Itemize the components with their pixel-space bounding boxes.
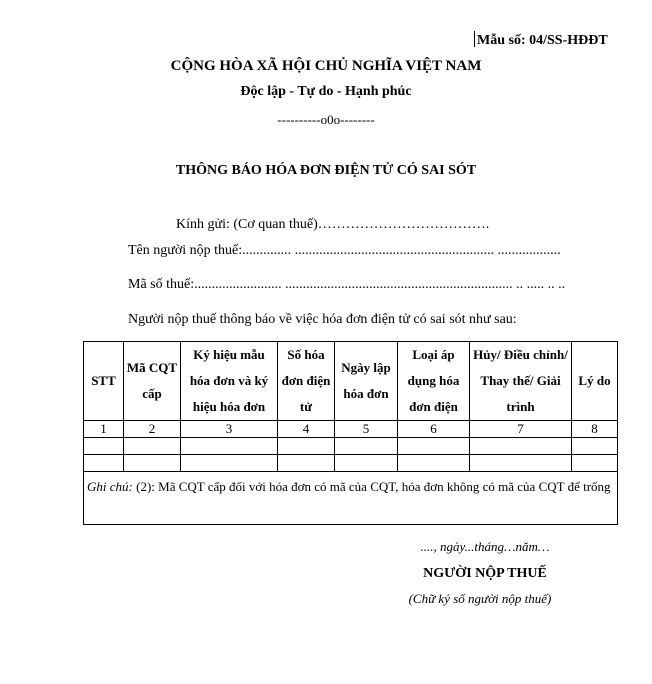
- signature-note: (Chữ ký số người nộp thuế): [408, 591, 552, 606]
- document-title: THÔNG BÁO HÓA ĐƠN ĐIỆN TỬ CÓ SAI SÓT: [175, 163, 477, 178]
- col-number: 7: [470, 421, 572, 438]
- date-line: ...., ngày...tháng…năm…: [420, 539, 550, 554]
- table-cell[interactable]: [572, 438, 618, 455]
- table-cell[interactable]: [470, 455, 572, 472]
- recipient-line: Kính gửi: (Cơ quan thuế)……………………………….: [176, 217, 490, 232]
- note-text: (2): Mã CQT cấp đối với hóa đơn có mã của CQT, hóa đơn không có mã của CQT để trống: [132, 479, 611, 494]
- header-cqt-code: Mã CQT cấp: [124, 342, 181, 421]
- table-cell[interactable]: [398, 455, 470, 472]
- tax-code-line: Mã số thuế:......................... ................................................................. .. ..... .. ..: [128, 277, 566, 292]
- table-row: [84, 438, 618, 455]
- header-action: Hủy/ Điều chỉnh/ Thay thế/ Giải trình: [470, 342, 572, 421]
- table-row: [84, 455, 618, 472]
- note-label: Ghi chú:: [87, 479, 133, 494]
- col-number: 8: [572, 421, 618, 438]
- table-row: [84, 421, 618, 438]
- col-number: 6: [398, 421, 470, 438]
- table-cell[interactable]: [335, 438, 398, 455]
- header-invoice-number: Số hóa đơn điện tử: [278, 342, 335, 421]
- table-header-row: [84, 342, 618, 421]
- table-cell[interactable]: [181, 438, 278, 455]
- header-stt: STT: [84, 342, 124, 421]
- form-number: [474, 31, 608, 49]
- col-number: 5: [335, 421, 398, 438]
- table-cell[interactable]: [278, 438, 335, 455]
- table-cell[interactable]: [124, 438, 181, 455]
- col-number: 4: [278, 421, 335, 438]
- taxpayer-name-line: Tên người nộp thuế:.............. ......................................................... ..................: [128, 243, 561, 258]
- text-cursor: [474, 31, 475, 47]
- motto: Độc lập - Tự do - Hạnh phúc: [240, 84, 412, 99]
- header-invoice-symbol: Ký hiệu mẫu hóa đơn và ký hiệu hóa đơn: [181, 342, 278, 421]
- signer-title: NGƯỜI NỘP THUẾ: [423, 566, 547, 581]
- table-cell[interactable]: [335, 455, 398, 472]
- table-cell[interactable]: [278, 455, 335, 472]
- col-number: 1: [84, 421, 124, 438]
- republic-heading: CỘNG HÒA XÃ HỘI CHỦ NGHĨA VIỆT NAM: [170, 58, 482, 74]
- col-number: 3: [181, 421, 278, 438]
- header-invoice-type: Loại áp dụng hóa đơn điện: [398, 342, 470, 421]
- table-cell[interactable]: [84, 455, 124, 472]
- separator: ----------o0o--------: [277, 112, 375, 127]
- table-cell[interactable]: [470, 438, 572, 455]
- header-reason: Lý do: [572, 342, 618, 421]
- table-cell[interactable]: [398, 438, 470, 455]
- note-cell: [84, 472, 618, 525]
- table-cell[interactable]: [572, 455, 618, 472]
- col-number: 2: [124, 421, 181, 438]
- form-number-text: Mẫu số: 04/SS-HĐĐT: [477, 33, 608, 48]
- error-invoice-table: [83, 341, 618, 525]
- table-cell[interactable]: [181, 455, 278, 472]
- note-row: [84, 472, 618, 525]
- header-invoice-date: Ngày lập hóa đơn: [335, 342, 398, 421]
- table-cell[interactable]: [124, 455, 181, 472]
- table-cell[interactable]: [84, 438, 124, 455]
- intro-line: Người nộp thuế thông báo về việc hóa đơn điện tử có sai sót như sau:: [128, 312, 517, 327]
